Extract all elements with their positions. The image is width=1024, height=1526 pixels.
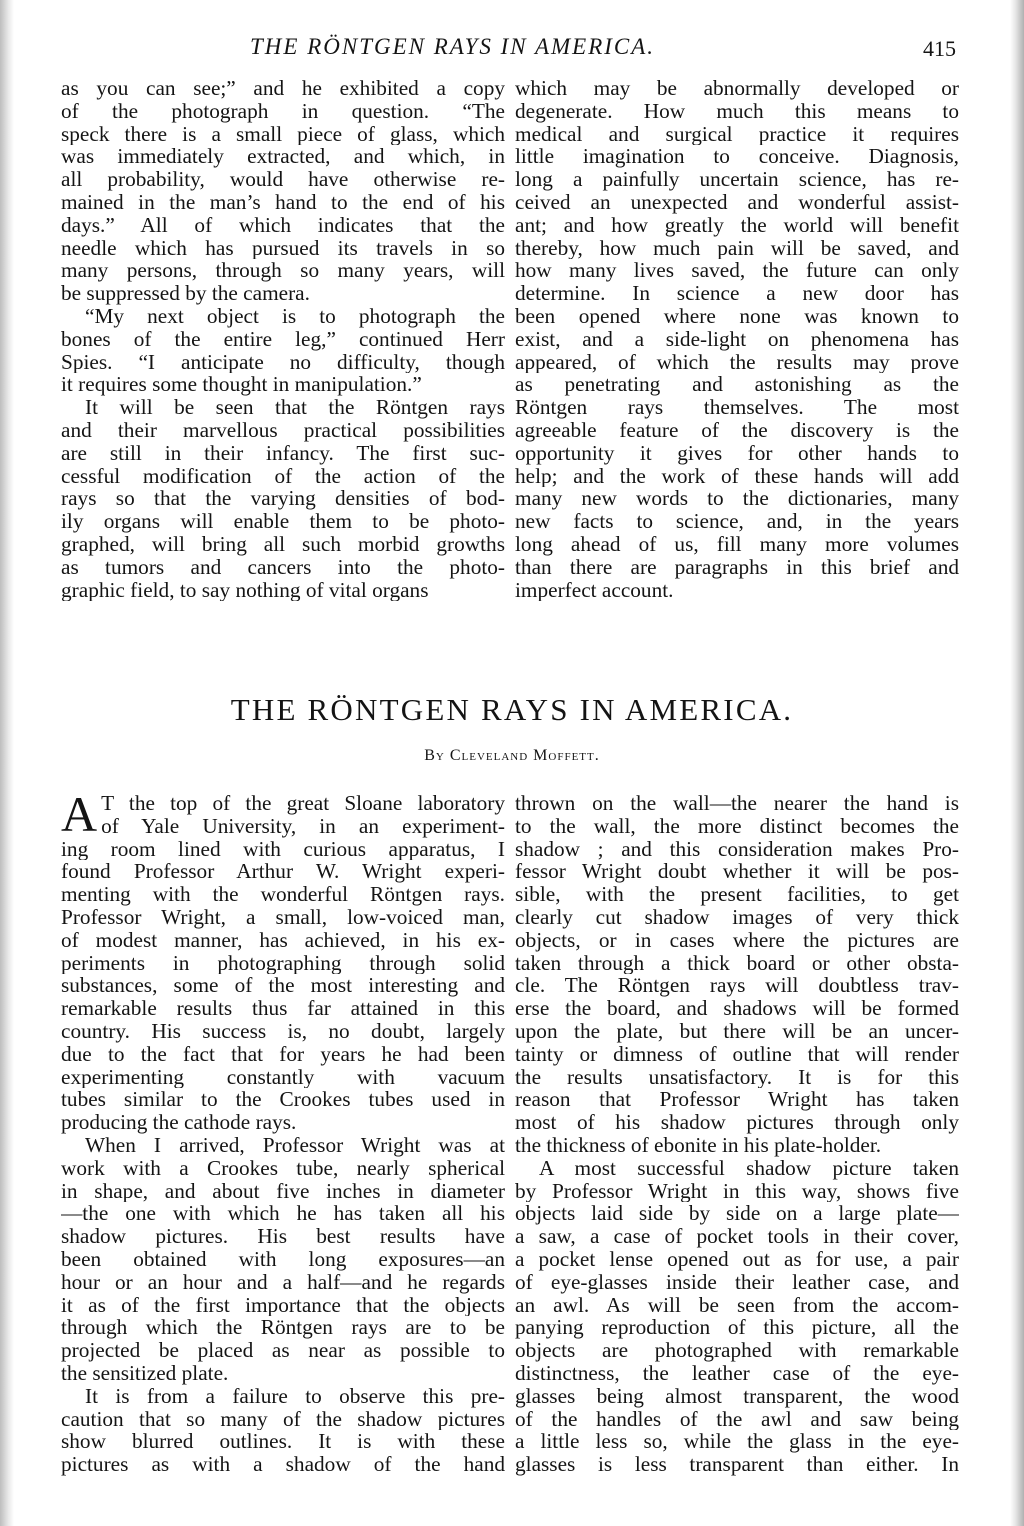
text-line: a pocket lense opened out as for use, a pair xyxy=(515,1247,959,1271)
text-line: mained in the man’s hand to the end of his xyxy=(61,190,505,214)
text-line: ing room lined with curious apparatus, I xyxy=(61,837,505,861)
text-line: upon the plate, but there will be an uncer- xyxy=(515,1019,959,1043)
text-line: many new words to the dictionaries, many xyxy=(515,487,959,511)
text-line: new facts to science, and, in the years xyxy=(515,510,959,533)
text-line: days.” All of which indicates that the xyxy=(61,213,505,237)
running-title: THE RÖNTGEN RAYS IN AMERICA. xyxy=(250,34,656,59)
text-line: to the wall, the more distinct becomes the xyxy=(515,814,959,838)
text-line: glasses being almost transparent, the wood xyxy=(515,1384,959,1408)
text-line: the thickness of ebonite in his plate-holder. xyxy=(515,1133,882,1157)
text-line: distinctness, the leather case of the eye- xyxy=(515,1361,959,1385)
text-line: cessful modification of the action of the xyxy=(61,464,505,488)
text-line: work with a Crookes tube, nearly spherical xyxy=(61,1156,505,1180)
text-line: —the one with which he has taken all his xyxy=(61,1202,505,1226)
text-line: as you can see;” and he exhibited a copy xyxy=(61,77,505,100)
text-line: graphic field, to say nothing of vital organs xyxy=(61,578,429,602)
text-line: degenerate. How much this means to xyxy=(515,99,959,123)
text-line: tubes similar to the Crookes tubes used in xyxy=(61,1088,505,1112)
top-right-column xyxy=(515,77,959,601)
text-line: hour or an hour and a half—and he regards xyxy=(61,1270,505,1294)
text-line: are still in their infancy. The first suc- xyxy=(61,441,505,465)
text-line: T the top of the great Sloane laboratory xyxy=(101,792,505,815)
text-line: projected be placed as near as possible to xyxy=(61,1339,505,1362)
text-line: a little less so, while the glass in the eye- xyxy=(515,1430,959,1454)
text-line: little imagination to conceive. Diagnosis, xyxy=(515,145,959,169)
text-line: was immediately extracted, and which, in xyxy=(61,145,505,169)
text-line: it as of the first importance that the objects xyxy=(61,1293,505,1317)
text-line: thereby, how much pain will be saved, and xyxy=(515,236,959,260)
text-line: medical and surgical practice it requires xyxy=(515,122,959,146)
text-line: in shape, and about five inches in diameter xyxy=(61,1179,505,1203)
text-line: be suppressed by the camera. xyxy=(61,282,310,305)
text-line: needle which has pursued its travels in so xyxy=(61,236,505,260)
text-line: speck there is a small piece of glass, which xyxy=(61,122,505,146)
text-line: It will be seen that the Röntgen rays xyxy=(85,396,505,419)
article-title: THE RÖNTGEN RAYS IN AMERICA. xyxy=(230,692,794,727)
text-line: periments in photographing through solid xyxy=(61,951,505,975)
text-line: opportunity it gives for other hands to xyxy=(515,441,959,465)
bottom-right-column xyxy=(515,792,959,1476)
text-line: determine. In science a new door has xyxy=(515,282,959,305)
text-line: by Professor Wright in this way, shows five xyxy=(515,1179,959,1203)
text-line: the results unsatisfactory. It is for this xyxy=(515,1065,959,1089)
text-line: substances, some of the most interesting and xyxy=(61,974,505,998)
text-line: of eye-glasses inside their leather case, and xyxy=(515,1270,959,1294)
text-line: than there are paragraphs in this brief and xyxy=(515,555,959,579)
text-line: long a painfully uncertain science, has re- xyxy=(515,168,959,191)
text-line: of the photograph in question. “The xyxy=(61,99,505,123)
text-line: graphed, will bring all such morbid growths xyxy=(61,532,505,556)
text-line: found Professor Arthur W. Wright experi- xyxy=(61,860,505,884)
text-line: show blurred outlines. It is with these xyxy=(61,1430,505,1454)
text-line: due to the fact that for years he had been xyxy=(61,1042,505,1066)
text-line: ant; and how greatly the world will benefit xyxy=(515,213,959,237)
text-line: as penetrating and astonishing as the xyxy=(515,373,959,397)
text-line: which may be abnormally developed or xyxy=(515,77,959,100)
text-line: It is from a failure to observe this pre- xyxy=(85,1384,505,1408)
text-line: thrown on the wall—the nearer the hand is xyxy=(515,792,959,815)
text-line: country. His success is, no doubt, largely xyxy=(61,1019,505,1043)
text-line: of the handles of the awl and saw being xyxy=(515,1407,959,1431)
text-line: an awl. As will be seen from the accom- xyxy=(515,1293,959,1317)
text-line: fessor Wright doubt whether it will be pos- xyxy=(515,860,959,884)
text-line: Röntgen rays themselves. The most xyxy=(515,396,959,419)
text-line: menting with the wonderful Röntgen rays. xyxy=(61,883,505,906)
text-line: panying reproduction of this picture, all the xyxy=(515,1316,959,1340)
text-line: rays so that the varying densities of bod- xyxy=(61,487,505,511)
text-line: help; and the work of these hands will add xyxy=(515,464,959,488)
text-line: a saw, a case of pocket tools in their cover, xyxy=(515,1225,959,1248)
text-line: as tumors and cancers into the photo- xyxy=(61,555,505,579)
text-line: of Yale University, in an experiment- xyxy=(101,814,505,838)
text-line: been obtained with long exposures—an xyxy=(61,1247,505,1271)
text-line: the sensitized plate. xyxy=(61,1361,229,1385)
text-line: been opened where none was known to xyxy=(515,304,959,328)
text-line: pictures as with a shadow of the hand xyxy=(61,1453,505,1476)
text-line: it requires some thought in manipulation.” xyxy=(61,373,422,397)
text-line: Professor Wright, a small, low-voiced man, xyxy=(61,905,505,929)
text-line: clearly cut shadow images of very thick xyxy=(515,905,959,929)
text-line: Spies. “I anticipate no difficulty, though xyxy=(61,350,505,374)
text-line: all probability, would have otherwise re- xyxy=(61,168,505,191)
text-line: When I arrived, Professor Wright was at xyxy=(85,1133,505,1157)
text-line: bones of the entire leg,” continued Herr xyxy=(61,327,505,351)
text-line: tainty or dimness of outline that will render xyxy=(515,1042,959,1066)
text-line: ceived an unexpected and wonderful assist- xyxy=(515,190,959,214)
text-line: of modest manner, has achieved, in his ex- xyxy=(61,928,505,952)
text-line: objects laid side by side on a large plate— xyxy=(515,1202,959,1226)
text-line: reason that Professor Wright has taken xyxy=(515,1088,959,1112)
text-line: many persons, through so many years, will xyxy=(61,259,505,283)
text-line: objects are photographed with remarkable xyxy=(515,1339,959,1362)
text-line: A most successful shadow picture taken xyxy=(539,1156,959,1180)
text-line: shadow pictures. His best results have xyxy=(61,1225,505,1248)
top-left-column xyxy=(61,77,505,601)
text-line: and their marvellous practical possibilities xyxy=(61,418,505,442)
text-line: exist, and a side-light on phenomena has xyxy=(515,327,959,351)
text-line: erse the board, and shadows will be formed xyxy=(515,997,959,1020)
text-line: taken through a thick board or other obsta- xyxy=(515,951,959,975)
text-line: most of his shadow pictures through only xyxy=(515,1111,959,1134)
text-line: experimenting constantly with vacuum xyxy=(61,1065,505,1089)
text-line: producing the cathode rays. xyxy=(61,1111,297,1134)
text-line: glasses is less transparent than either. In xyxy=(515,1453,959,1476)
text-line: appeared, of which the results may prove xyxy=(515,350,959,374)
text-line: objects, or in cases where the pictures are xyxy=(515,928,959,952)
drop-cap-letter: A xyxy=(61,786,98,842)
text-line: how many lives saved, the future can only xyxy=(515,259,959,283)
running-header xyxy=(0,30,1024,64)
text-line: remarkable results thus far attained in this xyxy=(61,997,505,1020)
article-byline: By Cleveland Moffett. xyxy=(424,747,600,764)
text-line: ily organs will enable them to be photo- xyxy=(61,510,505,533)
text-line: through which the Röntgen rays are to be xyxy=(61,1316,505,1340)
text-line: agreeable feature of the discovery is the xyxy=(515,418,959,442)
page-number: 415 xyxy=(923,36,956,61)
text-line: sible, with the present facilities, to get xyxy=(515,883,959,906)
text-line: “My next object is to photograph the xyxy=(85,304,505,328)
text-line: long ahead of us, fill many more volumes xyxy=(515,532,959,556)
text-line: cle. The Röntgen rays will doubtless trav- xyxy=(515,974,959,998)
text-line: shadow ; and this consideration makes Pro- xyxy=(515,837,959,861)
text-line: caution that so many of the shadow pictures xyxy=(61,1407,505,1431)
bottom-left-column xyxy=(61,786,505,1476)
text-line: imperfect account. xyxy=(515,578,674,602)
